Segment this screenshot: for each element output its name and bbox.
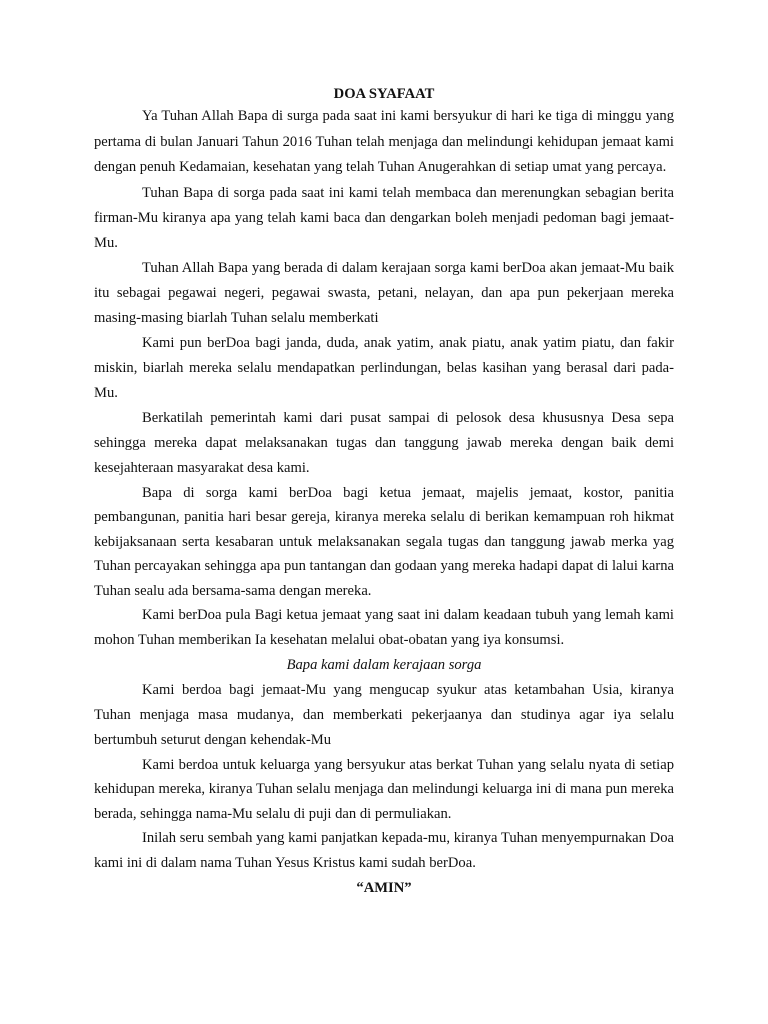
paragraph-sick-leader-prayer: Kami berDoa pula Bagi ketua jemaat yang saat ini dalam keadaan tubuh yang lemah kami mohon Tuhan memberikan Ia kesehatan melalui obat-obatan yang iya konsumsi.: [94, 607, 674, 649]
section-subheading: Bapa kami dalam kerajaan sorga: [286, 656, 482, 673]
paragraph-workers-prayer: Tuhan Allah Bapa yang berada di dalam kerajaan sorga kami berDoa akan jemaat-Mu baik itu sebagai pegawai negeri, pegawai swasta, petani, nelayan, dan apa pun pekerjaan mereka masing-masing biarlah Tuhan selalu memberkati: [94, 259, 674, 326]
document-page: [94, 84, 674, 900]
paragraph-government-prayer: Berkatilah pemerintah kami dari pusat sampai di pelosok desa khususnya Desa sepa sehingga mereka dapat melaksanakan tugas dan tanggung jawab mereka dengan baik demi kesejahteraan masyarakat desa kami.: [94, 409, 674, 476]
paragraph-family-prayer: Kami berdoa untuk keluarga yang bersyukur atas berkat Tuhan yang selalu nyata di setiap kehidupan mereka, kiranya Tuhan selalu menjaga dan melindungi keluarga ini di mana pun mereka berada, sehingga nama-Mu selalu di puji dan di permuliakan.: [94, 756, 674, 822]
closing-amen: “AMIN”: [356, 879, 412, 896]
paragraph-birthday-prayer: Kami berdoa bagi jemaat-Mu yang mengucap syukur atas ketambahan Usia, kiranya Tuhan menjaga masa mudanya, dan memberkati pekerjaanya dan studinya agar iya selalu bertumbuh seturut dengan kehendak-Mu: [94, 681, 674, 748]
paragraph-widows-orphans-prayer: Kami pun berDoa bagi janda, duda, anak yatim, anak piatu, anak yatim piatu, dan fakir miskin, biarlah mereka selalu mendapatkan perlindungan, belas kasihan yang berasal dari pada-Mu.: [94, 334, 674, 401]
document-title: DOA SYAFAAT: [333, 86, 435, 102]
paragraph-word-reflection: Tuhan Bapa di sorga pada saat ini kami telah membaca dan merenungkan sebagian berita firman-Mu kiranya apa yang telah kami baca dan dengarkan boleh menjadi pedoman bagi jemaat-Mu.: [94, 184, 674, 251]
paragraph-closing-prayer: Inilah seru sembah yang kami panjatkan kepada-mu, kiranya Tuhan menyempurnakan Doa kami ini di dalam nama Tuhan Yesus Kristus kami sudah berDoa.: [94, 830, 674, 872]
paragraph-church-leaders-prayer: Bapa di sorga kami berDoa bagi ketua jemaat, majelis jemaat, kostor, panitia pembangunan, panitia hari besar gereja, kiranya mereka selalu di berikan kemampuan roh hikmat kebijaksanaan serta kesabaran untuk melaksanakan segala tugas dan tanggung jawab merka yag Tuhan percayakan sehingga apa pun tantangan dan godaan yang mereka hadapi dapat di lalui karna Tuhan sealu ada bersama-sama dengan mereka.: [94, 484, 674, 599]
paragraph-opening-thanksgiving: Ya Tuhan Allah Bapa di surga pada saat ini kami bersyukur di hari ke tiga di minggu yang pertama di bulan Januari Tahun 2016 Tuhan telah menjaga dan melindungi kehidupan jemaat kami dengan penuh Kedamaian, kesehatan yang telah Tuhan Anugerahkan di setiap umat yang percaya.: [94, 108, 674, 175]
